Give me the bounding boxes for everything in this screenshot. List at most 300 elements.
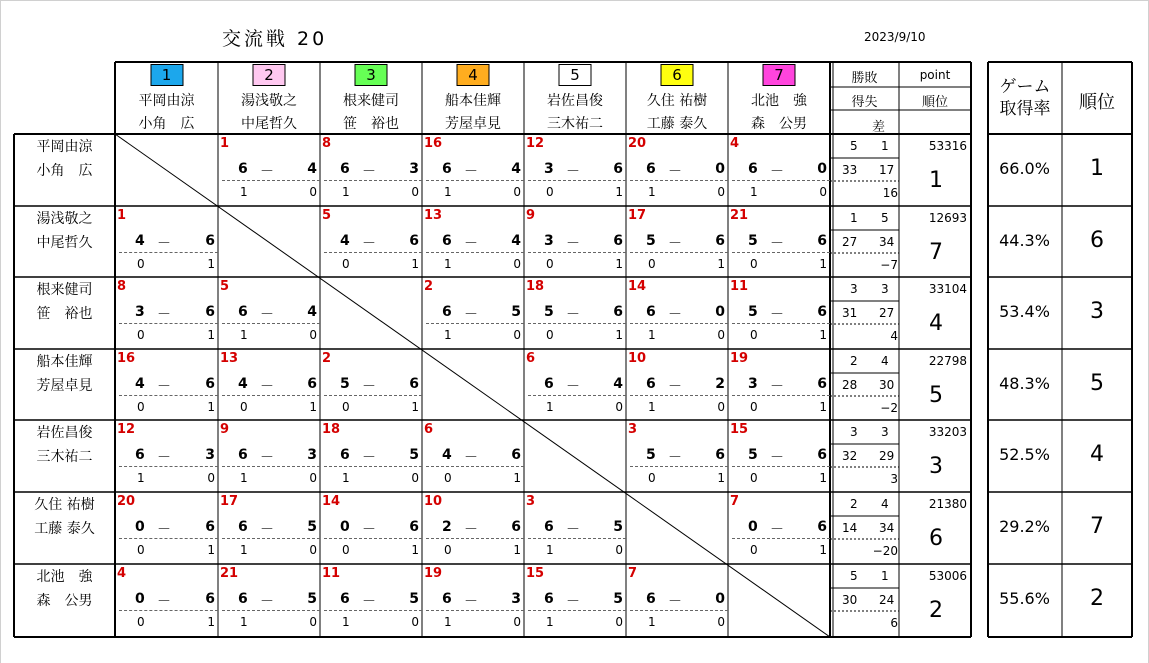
points-value: 22798 — [928, 354, 967, 368]
score-self: 5 — [748, 447, 758, 463]
wins-count: 1 — [850, 211, 858, 225]
dotted-separator — [119, 466, 218, 467]
dotted-separator — [528, 395, 626, 396]
score-dash: － — [260, 307, 274, 323]
score-opponent: 6 — [817, 376, 827, 392]
match-number: 11 — [322, 566, 341, 581]
score-opponent: 5 — [613, 591, 623, 607]
points-rank: 7 — [929, 240, 943, 265]
win-self: 1 — [648, 615, 656, 629]
match-number: 7 — [628, 566, 638, 581]
score-opponent: 6 — [613, 233, 623, 249]
score-self: 5 — [646, 233, 656, 249]
dotted-separator — [426, 180, 524, 181]
games-for: 14 — [842, 521, 858, 535]
win-opponent: 0 — [513, 257, 521, 271]
match-number: 6 — [424, 422, 434, 437]
win-self: 0 — [546, 257, 554, 271]
score-self: 6 — [442, 233, 452, 249]
score-dash: － — [566, 522, 580, 538]
win-self: 1 — [648, 185, 656, 199]
match-number: 18 — [526, 279, 545, 294]
match-number: 21 — [730, 208, 749, 223]
dotted-separator — [528, 252, 626, 253]
score-dash: － — [770, 307, 784, 323]
score-self: 4 — [135, 376, 145, 392]
score-dash: － — [770, 379, 784, 395]
player-number-badge: 4 — [457, 64, 490, 86]
match-cell — [626, 420, 728, 490]
stats-cell — [830, 492, 901, 562]
points-value: 53006 — [928, 569, 967, 583]
win-opponent: 0 — [309, 615, 317, 629]
win-opponent: 0 — [513, 615, 521, 629]
score-dash: － — [464, 594, 478, 610]
column-header-name-2: 森 公男 — [751, 116, 807, 132]
score-opponent: 6 — [307, 376, 317, 392]
dotted-separator — [324, 252, 422, 253]
score-self: 6 — [646, 304, 656, 320]
column-header-player-1 — [115, 62, 218, 134]
game-rate-value: 52.5% — [999, 445, 1050, 464]
dotted-separator — [732, 538, 830, 539]
win-opponent: 1 — [615, 185, 623, 199]
match-number: 11 — [730, 279, 749, 294]
win-self: 1 — [648, 328, 656, 342]
match-number: 20 — [117, 494, 136, 509]
match-number: 16 — [117, 351, 136, 366]
column-header-name-1: 平岡由涼 — [138, 93, 195, 109]
score-opponent: 0 — [715, 591, 725, 607]
dotted-separator — [528, 323, 626, 324]
dotted-separator — [426, 466, 524, 467]
win-opponent: 0 — [411, 185, 419, 199]
score-dash: － — [464, 450, 478, 466]
match-cell — [626, 134, 728, 204]
score-dash: － — [362, 236, 376, 252]
row-header-name-2: 笹 裕也 — [36, 306, 93, 322]
score-self: 6 — [340, 591, 350, 607]
win-self: 1 — [546, 400, 554, 414]
column-header-player-6 — [626, 62, 728, 134]
win-self: 0 — [137, 400, 145, 414]
score-self: 5 — [544, 304, 554, 320]
win-opponent: 0 — [717, 615, 725, 629]
row-header-name-1: 北池 強 — [36, 569, 93, 585]
score-self: 6 — [748, 161, 758, 177]
match-cell — [728, 134, 830, 204]
games-difference: 16 — [882, 186, 898, 200]
win-self: 0 — [750, 257, 758, 271]
score-self: 0 — [340, 519, 350, 535]
score-opponent: 6 — [613, 161, 623, 177]
match-cell — [115, 349, 218, 419]
dotted-separator — [324, 180, 422, 181]
score-dash: － — [464, 164, 478, 180]
game-rate-value: 55.6% — [999, 589, 1050, 608]
score-dash: － — [362, 594, 376, 610]
score-self: 6 — [646, 161, 656, 177]
row-header-name-1: 岩佐昌俊 — [36, 425, 93, 441]
score-opponent: 4 — [613, 376, 623, 392]
score-self: 5 — [340, 376, 350, 392]
match-number: 4 — [117, 566, 127, 581]
match-cell — [320, 420, 422, 490]
score-opponent: 6 — [817, 233, 827, 249]
dotted-separator — [426, 610, 524, 611]
win-self: 1 — [444, 328, 452, 342]
win-self: 1 — [342, 615, 350, 629]
losses-count: 1 — [881, 569, 889, 583]
match-cell — [422, 277, 524, 347]
win-opponent: 0 — [615, 543, 623, 557]
dotted-separator — [426, 252, 524, 253]
score-self: 6 — [340, 161, 350, 177]
column-header-player-7 — [728, 62, 830, 134]
row-header-player-6 — [14, 492, 115, 562]
row-header-name-1: 久住 祐樹 — [34, 497, 95, 513]
win-self: 1 — [240, 543, 248, 557]
game-rate-value: 29.2% — [999, 517, 1050, 536]
win-opponent: 0 — [513, 185, 521, 199]
match-number: 3 — [628, 422, 638, 437]
win-opponent: 1 — [615, 328, 623, 342]
score-self: 6 — [238, 304, 248, 320]
row-header-name-2: 森 公男 — [36, 593, 93, 609]
match-number: 15 — [526, 566, 545, 581]
points-cell — [899, 206, 970, 276]
win-self: 0 — [750, 471, 758, 485]
win-self: 1 — [546, 543, 554, 557]
score-opponent: 6 — [817, 519, 827, 535]
final-rank-value: 7 — [1090, 514, 1104, 539]
score-opponent: 5 — [307, 591, 317, 607]
score-opponent: 6 — [409, 376, 419, 392]
score-self: 3 — [544, 161, 554, 177]
games-for: 27 — [842, 235, 858, 249]
score-self: 6 — [646, 591, 656, 607]
match-number: 2 — [322, 351, 332, 366]
column-header-name-2: 芳屋卓見 — [445, 116, 501, 132]
match-number: 18 — [322, 422, 341, 437]
match-cell — [728, 492, 830, 562]
match-number: 3 — [526, 494, 536, 509]
win-opponent: 1 — [207, 257, 215, 271]
win-self: 0 — [546, 328, 554, 342]
dotted-separator — [528, 610, 626, 611]
column-header-player-2 — [218, 62, 320, 134]
wins-count: 3 — [850, 425, 858, 439]
dotted-separator — [119, 538, 218, 539]
rank-header: 順位 — [921, 95, 948, 110]
match-cell — [218, 349, 320, 419]
match-number: 5 — [322, 208, 332, 223]
row-header-player-3 — [14, 277, 115, 347]
score-dash: － — [362, 450, 376, 466]
dotted-separator — [732, 395, 830, 396]
match-number: 15 — [730, 422, 749, 437]
games-against: 17 — [879, 163, 895, 177]
score-dash: － — [260, 379, 274, 395]
column-header-name-2: 笹 裕也 — [343, 116, 399, 132]
match-number: 10 — [424, 494, 443, 509]
score-self: 6 — [238, 447, 248, 463]
row-header-name-2: 中尾哲久 — [36, 235, 93, 251]
score-dash: － — [668, 307, 682, 323]
match-cell — [115, 420, 218, 490]
score-self: 0 — [135, 519, 145, 535]
match-cell — [728, 420, 830, 490]
dotted-separator — [324, 395, 422, 396]
row-header-name-2: 工藤 泰久 — [34, 521, 95, 537]
row-header-player-1 — [14, 134, 115, 204]
win-self: 0 — [444, 543, 452, 557]
match-cell — [728, 206, 830, 276]
losses-count: 4 — [881, 354, 889, 368]
score-opponent: 0 — [715, 161, 725, 177]
score-opponent: 3 — [511, 591, 521, 607]
stats-cell — [830, 206, 901, 276]
losses-count: 5 — [881, 211, 889, 225]
score-self: 6 — [442, 161, 452, 177]
win-opponent: 1 — [819, 543, 827, 557]
match-cell — [626, 206, 728, 276]
player-number-badge: 7 — [763, 64, 796, 86]
points-rank: 2 — [929, 598, 943, 623]
match-cell — [218, 420, 320, 490]
match-cell — [320, 349, 422, 419]
win-opponent: 0 — [309, 328, 317, 342]
match-number: 20 — [628, 136, 647, 151]
score-opponent: 6 — [715, 233, 725, 249]
player-number-badge: 6 — [661, 64, 694, 86]
final-rank-value: 5 — [1090, 371, 1104, 396]
match-cell — [524, 349, 626, 419]
match-number: 14 — [628, 279, 647, 294]
score-dash: － — [260, 594, 274, 610]
match-cell — [524, 206, 626, 276]
match-cell — [218, 277, 320, 347]
column-header-name-1: 岩佐昌俊 — [547, 93, 603, 109]
match-cell — [115, 206, 218, 276]
win-self: 1 — [240, 471, 248, 485]
score-self: 0 — [135, 591, 145, 607]
points-rank: 6 — [929, 526, 943, 551]
losses-count: 1 — [881, 139, 889, 153]
points-cell — [899, 564, 970, 634]
column-header-name-2: 中尾哲久 — [241, 116, 297, 132]
win-self: 0 — [648, 471, 656, 485]
score-dash: － — [668, 236, 682, 252]
win-self: 0 — [546, 185, 554, 199]
match-cell — [422, 492, 524, 562]
page-title: 交流戦 20 — [222, 28, 328, 50]
games-for: 28 — [842, 378, 858, 392]
win-self: 1 — [750, 185, 758, 199]
win-opponent: 0 — [207, 471, 215, 485]
win-self: 0 — [342, 543, 350, 557]
games-difference: −2 — [880, 401, 898, 415]
score-opponent: 6 — [817, 447, 827, 463]
match-cell — [218, 564, 320, 634]
score-self: 6 — [442, 591, 452, 607]
score-self: 4 — [238, 376, 248, 392]
match-cell — [422, 206, 524, 276]
row-header-player-5 — [14, 420, 115, 490]
score-opponent: 0 — [715, 304, 725, 320]
match-number: 16 — [424, 136, 443, 151]
row-header-name-2: 芳屋卓見 — [36, 378, 93, 394]
win-opponent: 1 — [717, 257, 725, 271]
score-opponent: 6 — [511, 447, 521, 463]
losses-count: 3 — [881, 425, 889, 439]
score-dash: － — [157, 236, 171, 252]
match-cell — [422, 134, 524, 204]
match-number: 1 — [117, 208, 127, 223]
points-value: 21380 — [928, 497, 967, 511]
score-dash: － — [770, 522, 784, 538]
score-dash: － — [668, 594, 682, 610]
match-cell — [524, 564, 626, 634]
score-opponent: 6 — [409, 233, 419, 249]
dotted-separator — [630, 610, 728, 611]
column-header-player-5 — [524, 62, 626, 134]
row-header-player-2 — [14, 206, 115, 276]
score-self: 6 — [544, 376, 554, 392]
match-cell — [422, 420, 524, 490]
final-rank-value: 6 — [1090, 228, 1104, 253]
games-against: 34 — [879, 521, 895, 535]
dotted-separator — [732, 180, 830, 181]
match-number: 1 — [220, 136, 230, 151]
stats-cell — [830, 349, 901, 419]
score-opponent: 3 — [409, 161, 419, 177]
win-self: 1 — [240, 328, 248, 342]
score-self: 3 — [135, 304, 145, 320]
win-self: 1 — [444, 257, 452, 271]
win-opponent: 1 — [615, 257, 623, 271]
score-opponent: 5 — [409, 591, 419, 607]
score-dash: － — [770, 450, 784, 466]
score-opponent: 0 — [817, 161, 827, 177]
game-rate-header-line: 取得率 — [999, 99, 1051, 119]
final-rank-header: 順位 — [1079, 92, 1115, 113]
match-cell — [728, 277, 830, 347]
dotted-separator — [119, 395, 218, 396]
game-rate-value: 44.3% — [999, 231, 1050, 250]
dotted-separator — [324, 466, 422, 467]
row-header-name-1: 根来健司 — [36, 282, 93, 298]
wins-count: 5 — [850, 139, 858, 153]
match-cell — [320, 564, 422, 634]
win-opponent: 0 — [717, 185, 725, 199]
win-opponent: 0 — [309, 471, 317, 485]
win-self: 0 — [750, 328, 758, 342]
games-difference: −7 — [880, 258, 898, 272]
match-number: 21 — [220, 566, 239, 581]
score-self: 0 — [748, 519, 758, 535]
match-number: 8 — [322, 136, 332, 151]
win-opponent: 0 — [513, 328, 521, 342]
win-opponent: 1 — [207, 543, 215, 557]
score-opponent: 6 — [205, 376, 215, 392]
win-self: 1 — [444, 185, 452, 199]
dotted-separator — [630, 180, 728, 181]
goal-diff-header: 得失 — [851, 95, 878, 110]
win-opponent: 0 — [411, 615, 419, 629]
diff-header: 差 — [871, 120, 885, 135]
match-cell — [524, 492, 626, 562]
score-dash: － — [668, 379, 682, 395]
wins-count: 2 — [850, 497, 858, 511]
score-dash: － — [157, 450, 171, 466]
games-against: 27 — [879, 306, 895, 320]
win-self: 0 — [342, 257, 350, 271]
score-dash: － — [566, 236, 580, 252]
score-self: 4 — [135, 233, 145, 249]
score-dash: － — [362, 379, 376, 395]
match-number: 7 — [730, 494, 740, 509]
match-cell — [728, 349, 830, 419]
points-rank: 3 — [929, 454, 943, 479]
win-self: 0 — [750, 400, 758, 414]
row-header-name-2: 三木祐二 — [36, 449, 93, 465]
score-opponent: 6 — [613, 304, 623, 320]
score-self: 6 — [135, 447, 145, 463]
win-self: 0 — [240, 400, 248, 414]
score-dash: － — [157, 522, 171, 538]
column-header-name-1: 北池 強 — [751, 93, 807, 109]
dotted-separator — [732, 252, 830, 253]
score-self: 3 — [544, 233, 554, 249]
win-self: 1 — [342, 185, 350, 199]
score-dash: － — [157, 594, 171, 610]
score-opponent: 6 — [205, 519, 215, 535]
game-rate-value: 48.3% — [999, 374, 1050, 393]
match-number: 14 — [322, 494, 341, 509]
score-self: 6 — [238, 519, 248, 535]
win-self: 1 — [546, 615, 554, 629]
dotted-separator — [528, 538, 626, 539]
match-cell — [320, 134, 422, 204]
win-self: 0 — [444, 471, 452, 485]
win-self: 1 — [240, 185, 248, 199]
score-opponent: 4 — [511, 233, 521, 249]
wins-count: 3 — [850, 282, 858, 296]
column-header-name-2: 三木祐二 — [547, 116, 603, 132]
points-value: 33104 — [928, 282, 967, 296]
row-header-name-1: 船本佳輝 — [36, 354, 93, 370]
win-self: 1 — [342, 471, 350, 485]
match-cell — [218, 492, 320, 562]
score-dash: － — [566, 594, 580, 610]
win-opponent: 1 — [309, 400, 317, 414]
match-number: 2 — [424, 279, 434, 294]
score-opponent: 6 — [409, 519, 419, 535]
score-opponent: 5 — [511, 304, 521, 320]
games-difference: 4 — [890, 329, 898, 343]
score-dash: － — [260, 522, 274, 538]
win-opponent: 1 — [819, 471, 827, 485]
win-opponent: 1 — [207, 400, 215, 414]
game-rate-header-line: ゲーム — [999, 77, 1051, 97]
score-opponent: 4 — [307, 161, 317, 177]
losses-count: 4 — [881, 497, 889, 511]
win-opponent: 0 — [819, 185, 827, 199]
dotted-separator — [426, 538, 524, 539]
games-for: 32 — [842, 449, 858, 463]
match-cell — [115, 492, 218, 562]
